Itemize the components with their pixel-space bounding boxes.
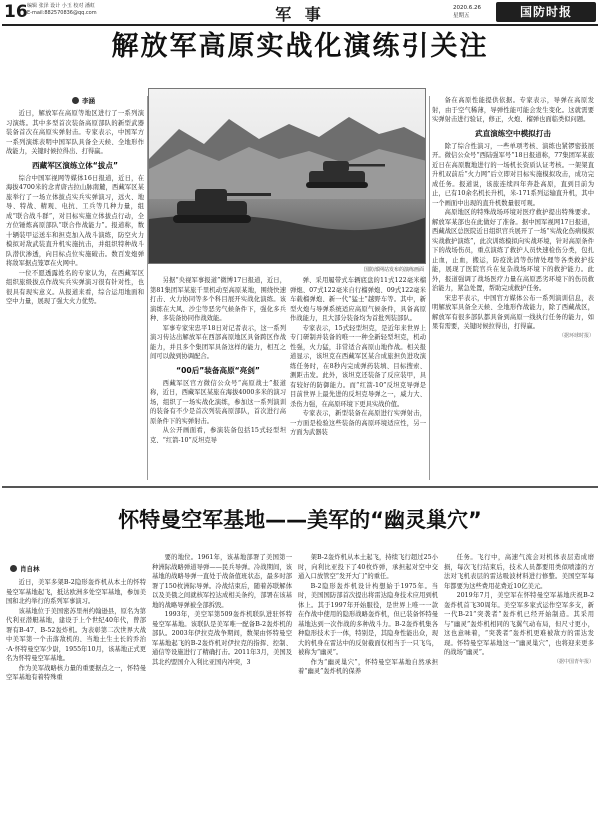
article1-source: （据环球时报） xyxy=(558,332,594,339)
paragraph: 架B-2轰炸机从本土起飞，持续飞行超过25小时，向利比亚投下了40枚炸弹，承担起对空中交通入口放管空“发开大门”的重任。 xyxy=(298,554,438,580)
paragraph: 作为美军战略核力量的重要据点之一，怀特曼空军基地有着特殊重 xyxy=(6,664,146,681)
article1-author: 李涵 xyxy=(82,97,95,105)
editor-credits: 编辑 张泽 设计 小玉 校对 潘虹 xyxy=(27,3,95,9)
article2-col4 xyxy=(444,553,594,824)
article-separator xyxy=(2,486,598,488)
article1-col2 xyxy=(150,276,286,476)
date-text: 2020.6.26 xyxy=(453,5,481,11)
paragraph: 近日，解放军在高原等地区进行了一系列演习演练。其中多型首次装备高原部队的新型武器装备首次在高原实弹射击。专家表示，中国军方一系列演练表明中国军队具备全天候、全地形作战能力，关键时候拉得出、打得赢。 xyxy=(6,110,144,155)
paragraph: 近日，美军多架B-2隐形轰炸机从本土的怀特曼空军基地起飞，抵达欧洲多处空军基地，参加美国和北约举行的系列军事演习。 xyxy=(6,579,146,605)
issue-date xyxy=(453,4,497,20)
paragraph: 综合中国军视网等媒体16日报道，近日，在海拔4700米的念青唐古拉山脉南麓，西藏军区某旅举行了一场立体拔点实兵实弹演习，远火、地导、特战、精观、电抗、工兵等几种力量，组成“联合战斗群”，对目标实施立体拔点行动，全方位锤炼高原部队“联合作战能力”。报道称，数十辆装甲运送车和担克加入战斗演练，防空火力模拟对敌武装直升机实施抗击，并组织特种战斗队潜伏渗透，向目标点位实施破击。数百发炮弹将敌军据点笼罩在火网中。 xyxy=(6,174,144,267)
paragraph: 宋忠平表示，中国官方媒体公布一系列演训信息，表明解放军具备全天候、全地形作战能力，除了西藏战区，解放军有很多部队都具备到高原一线执行任务的能力，如果有需要，关键时候拉得出，打得赢。 xyxy=(432,294,594,330)
paragraph: 除了综合性演习，一些单项考核、演练也紧锣密鼓展开。微信公众号“西陆强军号”18日报道称，77集团军某旅近日在高原腹地进行的一场机长资质认证考核。一架架直升机双前后“火力网”后立即对目标实施模拟攻击，成功完成任务。报道说，该旅连续四年奔赴高原，直到目前为止，已有10余名机长升机，米-171系列运输直升机，其中一个画面中出现的直升机数量很可观。 xyxy=(432,142,594,207)
paragraph: 军事专家宋忠平18日对记者表示，这一系列演习传达出解放军在西部高原地区具备跨区作战能力，并且多个集团军具备这样的能力，相互之间可以做到协调配合。 xyxy=(150,324,286,360)
article1-col3 xyxy=(290,276,426,476)
article2-col3 xyxy=(298,553,438,824)
tank-photo-image xyxy=(149,89,426,264)
paragraph: 弹、采用履带式车辆底盘的11式122毫米榴弹炮、07式122毫米自行榴弹炮、09式122毫米车载榴弹炮、新一代“猛士”越野车等。其中，新型火炮与导弹系统适应高原气候条件，具备高原作战能力，且大部分装备均为首批列装部队。 xyxy=(290,277,426,322)
article1-byline xyxy=(72,96,95,105)
paragraph: 2019年7月，美空军在怀特曼空军基地庆祝B-2轰炸机首飞30周年。美空军多家式运作空军多支，新一代B-21“突袭者”轰炸机已经开始制造。其采用与“幽灵”轰炸机相同的飞翼气动布局，但尺寸更小，这也意味着，“突袭者”轰炸机更难被敌方的雷达发现。怀特曼空军基地这一“幽灵巢穴”，也将迎来更多的战场“幽灵”。 xyxy=(444,592,594,656)
article2-col2 xyxy=(152,553,292,824)
paragraph: 备在高原性能提供依据。专家表示，导弹在高原发射，由于空气稀薄，导弹性能可能会发生变化。这就需要实弹射击进行验证，修正，火炮、榴弹也面临类似问题。 xyxy=(432,97,594,123)
paragraph: 要的地位。1961年，该基地部署了美国第一种洲际战略弹道导弹——民兵导弹。冷战期间，该基地的战略导弹一直处于战备值班状态，最多时部署了150枚洲际导弹。冷战结束后，随着苏联解体以及美俄之间就核军控达成相关条约，部署在该基地的战略导弹被全部拆毁。 xyxy=(152,554,292,609)
article1-col1 xyxy=(6,109,144,477)
paragraph: 西藏军区官方微信公众号“高原战士”报道称，近日，西藏军区某旅在海拔4000多米的演习场，组织了一场实战化演练，参加这一系列演训的装备有不少是首次列装高原部队，首次进行高原条件下的实弹射击。 xyxy=(150,379,286,425)
paragraph: 作为“幽灵巢穴”，怀特曼空军基地自然承担着“幽灵”轰炸机的保养 xyxy=(298,658,438,675)
editor-meta xyxy=(27,3,137,17)
page-number: 16 xyxy=(4,2,28,22)
paragraph: 专家表示，新型装备在高原进行实弹射击，一方面是检验这些装备的高原环境适应性，另一方面为武器装 xyxy=(290,410,426,436)
paragraph: 1993年，美空军第509轰炸机联队进驻怀特曼空军基地。该联队是美军唯一配备B-2轰炸机的部队。2003年伊拉克战争期间，数架由怀特曼空军基地起飞的B-2轰炸机对伊拉克的指挥、控制、通信等设施进行了精确打击。2011年3月，美国及其北约盟国介入利比亚国内冲突，3 xyxy=(152,611,292,666)
paragraph: 另据“央视军事报道”微博17日报道，近日，第81集团军某旅千里机动至高原某地，围绕快速打击、火力协同等多个科目展开实战化演练。该演练在大风、沙尘等恶劣气候条件下，强化多兵种、多装备协同作战效能。 xyxy=(150,277,286,322)
paragraph: B-2隐形轰炸机设计构想始于1975年。当时，美国国防部首次提出将雷达隐身技术应用到机体上。其于1997年开始服役，是世界上唯一一款在作战中使用的隐形战略轰炸机，但已装备怀特曼基地达到一次作战的多种战斗力。B-2轰炸机集各种隐形技术于一体，特别是，其隐身性能出众，现大的机身在雷达中的反射截面仅相当于一只飞鸟，被称为“幽灵”。 xyxy=(298,582,438,656)
subheading-helicopter-drill: 武直演练空中模拟打击 xyxy=(475,128,551,138)
author-icon xyxy=(72,97,79,104)
photo-caption: 国防部网站发布的演练画面 xyxy=(363,267,424,273)
paragraph: 从公开画面看，参演装备包括15式轻型坦克、“红箭-10”反坦克导 xyxy=(150,427,286,444)
subheading-post00-equipment: “00后”装备高原“亮剑” xyxy=(176,365,260,375)
paragraph: 高原地区的特殊战场环境对医疗救护提出特殊要求。解放军某部也在此做好了准备。据中国军视网17日报道，西藏战区总医院近日组织官兵展开了一场“实战化伤病模拟实战救护演练”，此次训练模拟向实战环境，针对高原条件下的战场伤员，重点演练了救护人员快速检伤分类，包扎止血，止血，搬运，防疫洗消等伤情处理等各类救护技能，展现了医院官兵在复杂战场环境下的救护能力。此外，报道强调了战场医疗力量在高原恶劣环境下的伤员救治能力，紧急处置，帮助完成救护任务。 xyxy=(432,209,594,292)
subheading-tibet-drill: 西藏军区演练立体“拔点” xyxy=(32,160,118,170)
article2-source: （据中国青年报） xyxy=(553,658,594,665)
article2-byline xyxy=(10,564,40,573)
header-rule xyxy=(2,24,598,26)
column-divider xyxy=(147,96,148,480)
author-icon xyxy=(10,565,17,572)
article2-col1 xyxy=(6,578,146,824)
article2-headline: 怀特曼空军基地——美军的“幽灵巢穴” xyxy=(118,508,482,532)
article1-headline: 解放军高原实战化演练引关注 xyxy=(111,31,489,62)
paragraph: 一位不愿透露姓名的专家认为，在西藏军区组织旅级拔点作战实兵实弹演习很有针对性，也很具有现实意义。从报道来看，综合运用地面和空中力量，展现了强大火力优势。 xyxy=(6,269,144,305)
newspaper-logo: 国防时报 xyxy=(496,2,596,22)
paragraph: 任务。飞行中，高速气流会对机体表层造成磨损，每次飞行结束后，技术人员都要用类似喷漆的方法对飞机表层的雷达吸波材料进行修整。美国空军每年都要为这些费用花费近10亿美元。 xyxy=(444,554,594,590)
weekday-text: 星期五 xyxy=(453,13,470,19)
column-divider xyxy=(429,96,430,480)
paragraph: 专家表示，15式轻型坦克，是近年来世界上专门研制并装备的唯一一种全新轻型坦克，机动性强，火力猛，非常适合高原山地作战。相关报道显示，该坦克在西藏军区某合成旅担负进攻演练任务时，在8秒内完成弹药装填、目标搜索、测距击发。此外，该坦克还装备了反应装甲，具有较好的防御能力。而“红箭-10”反坦克导弹是目前世界上最先进的反坦克导弹之一，威力大、杀伤力强，在高原环境下更具实战价值。 xyxy=(290,324,426,408)
article1-col4 xyxy=(432,96,594,476)
article1-photo xyxy=(148,88,426,264)
article2-author: 肖自林 xyxy=(20,565,40,573)
editor-email: E-mail:882570836@qq.com xyxy=(27,10,97,16)
section-title: 军 事 xyxy=(275,5,325,24)
paragraph: 该基地位于美国密苏里州约翰逊县，原名为第代利亚潜艇基地，建设于上个世纪40年代，曾部署有B-47、B-52轰炸机。为表彰第二次世界大战中美军第一个击落敌机的、当地土生土长的乔治·A·怀特曼空军少尉，1955年10月，该基地正式更名为怀特曼空军基地。 xyxy=(6,607,146,662)
